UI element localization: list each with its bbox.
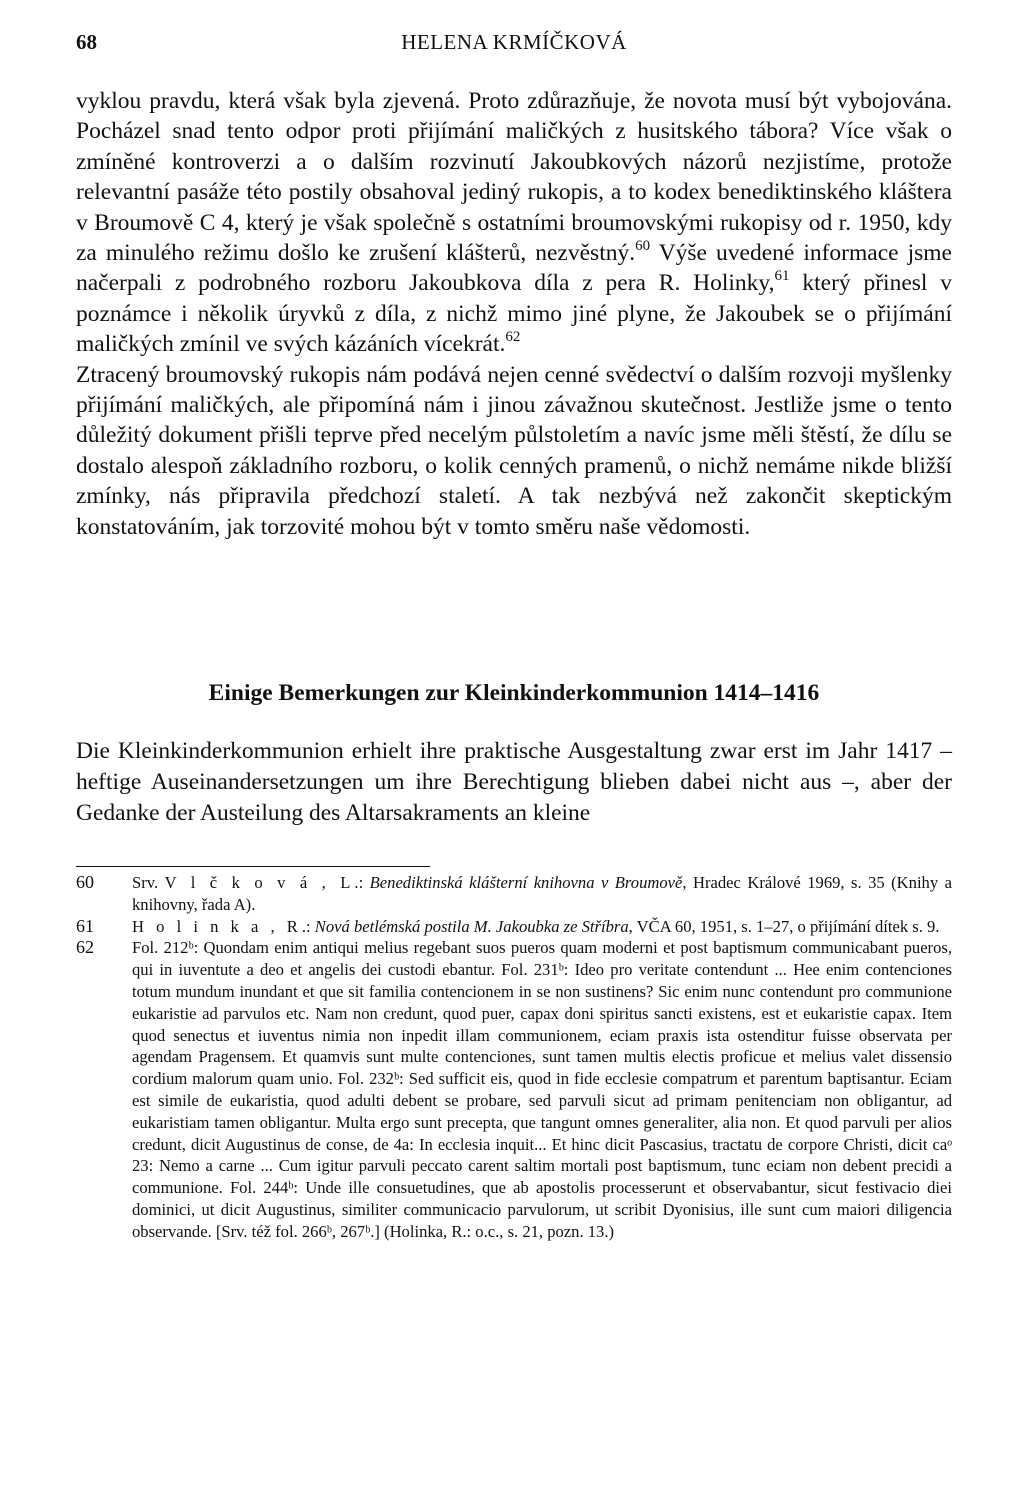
footnote-number: 62 bbox=[76, 937, 94, 958]
footnote-62-text: Fol. 212ᵇ: Quondam enim antiqui melius regebant suos pueros quam moderni et post baptismum communicabant pueros, qui in iuventute a deo et angelis dei custodi ebantur. Fol. 231ᵇ: Ideo pro veritate contendunt ... Hee enim contenciones totum mundum inundant et que sit familia contencionem in se non sustinens? Sic enim nunc contendunt pro communione eukaristie ad parvulos etc. Nam non credunt, quod puer, capax doni spiritus sancti existens, est et eukaristie capax. Item quod senectus et iuventus nimia non inpedit illam communionem, eciam praxis ista ostenditur fuisse observata per agendam Pragensem. Et quamvis sunt multe contenciones, sunt tamen multis electis proficue et melius valet dissensio cordium malorum quam unio. Fol. 232ᵇ: Sed sufficit eis, quod in fide ecclesie compatrum et parentum baptisantur. Eciam est simile de eukaristia, quod adulti debent se probare, sed parvuli sicut ad primam penitenciam non obligantur, ad eukaristiam tamen obligantur. Multa ergo sunt precepta, que tangunt omnes generaliter, alia non. Et quod parvuli per alios credunt, dicit Augustinus de conse, de 4a: In ecclesia inquit... Et hinc dicit Pascasius, tractatu de corpore Christi, dicit caᵒ 23: Nemo a carne ... Cum igitur parvuli peccato carent saltim mortali post baptismum, tunc eciam non debent precidi a communione. Fol. 244ᵇ: Unde ille consuetudines, que ab apostolis processerunt et observabantur, sicut festivacio diei dominici, ut dicit Augustinus, similiter communicacio parvulorum, ut scribit Dyonisius, ille sunt cum maiori diligencia observande. [Srv. též fol. 266ᵇ, 267ᵇ.] (Holinka, R.: o.c., s. 21, pozn. 13.) bbox=[132, 938, 952, 1241]
footnote-60 bbox=[76, 872, 952, 916]
footnote-number: 61 bbox=[76, 915, 94, 936]
czech-paragraph-1-part-c: který přinesl v poznámce i několik úryvků z díla, z nichž mimo jiné plyne, že Jakoubek se o přijímání maličkých zmínil ve svých kázáních vícekrát. bbox=[76, 270, 952, 358]
footnote-number: 60 bbox=[76, 872, 94, 892]
czech-paragraph-2: Ztracený broumovský rukopis nám podává nejen cenné svědectví o dalším rozvoji myšlenky přijímání maličkých, ale připomíná nám i jinou závažnou skutečnost. Jestliže jsme o tento důležitý dokument přišli teprve před necelým půlstoletím a navíc jsme měli štěstí, že dílu se dostalo alespoň základního rozboru, o kolik cenných pramenů, o nichž nemáme nikde bližší zmínky, nás připravila předchozí staletí. A tak nezbývá než zakončit skeptickým konstatováním, jak torzovité mohou být v tomto směru naše vědomosti. bbox=[76, 361, 952, 540]
footnote-divider bbox=[76, 866, 430, 867]
german-body-text bbox=[76, 736, 952, 828]
footnote-ref-61: 61 bbox=[774, 268, 790, 285]
footnote-60-sep: .: bbox=[354, 873, 370, 892]
footnotes bbox=[76, 872, 952, 1243]
footnote-61-title: Nová betlémská postila M. Jakoubka ze Stříbra bbox=[314, 916, 629, 936]
footnote-60-author: V l č k o v á , L bbox=[164, 873, 355, 892]
footnote-60-prefix: Srv. bbox=[132, 873, 165, 892]
czech-paragraph-1-part-b: Výše uvedené informace jsme načerpali z podrobného rozboru Jakoubkova díla z pera R. Holinky, bbox=[76, 240, 952, 297]
footnote-60-details: , Hradec Králové 1969, s. 35 (Knihy a knihovny, řada A). bbox=[132, 873, 952, 914]
footnote-61-author: H o l i n k a , R bbox=[132, 916, 302, 936]
footnote-61 bbox=[76, 916, 952, 938]
footnote-60-title: Benediktinská klášterní knihovna v Broumově bbox=[369, 873, 683, 892]
footnote-62 bbox=[76, 937, 952, 1242]
footnote-61-details: , VČA 60, 1951, s. 1–27, o přijímání dítek s. 9. bbox=[628, 916, 940, 936]
section-title: Einige Bemerkungen zur Kleinkinderkommunion 1414–1416 bbox=[208, 680, 820, 706]
page-number: 68 bbox=[76, 30, 97, 54]
czech-paragraph-1 bbox=[76, 86, 952, 360]
page-header bbox=[76, 30, 952, 62]
footnote-ref-62: 62 bbox=[505, 329, 521, 346]
footnote-ref-60: 60 bbox=[635, 238, 651, 255]
running-head: HELENA KRMÍČKOVÁ bbox=[401, 30, 627, 54]
czech-paragraph-1-part-a: vyklou pravdu, která však byla zjevená. Proto zdůrazňuje, že novota musí být vybojována. Pocházel snad tento odpor proti přijímání maličkých z husitského tábora? Více však o zmíněné kontroverzi a o dalším rozvinutí Jakoubkových názorů nezjistíme, protože relevantní pasáže této postily obsahoval jediný rukopis, a to kodex benediktinského kláštera v Broumově C 4, který je však společně s ostatními broumovskými rukopisy od r. 1950, kdy za minulého režimu došlo ke zrušení klášterů, nezvěstný. bbox=[76, 88, 952, 267]
german-paragraph: Die Kleinkinderkommunion erhielt ihre praktische Ausgestaltung zwar erst im Jahr 1417 – heftige Auseinandersetzungen um ihre Berechtigung blieben dabei nicht aus –, aber der Gedanke der Austeilung des Altarsakraments an kleine bbox=[76, 738, 952, 826]
czech-body-text bbox=[76, 86, 952, 542]
footnote-61-sep: .: bbox=[301, 916, 315, 936]
